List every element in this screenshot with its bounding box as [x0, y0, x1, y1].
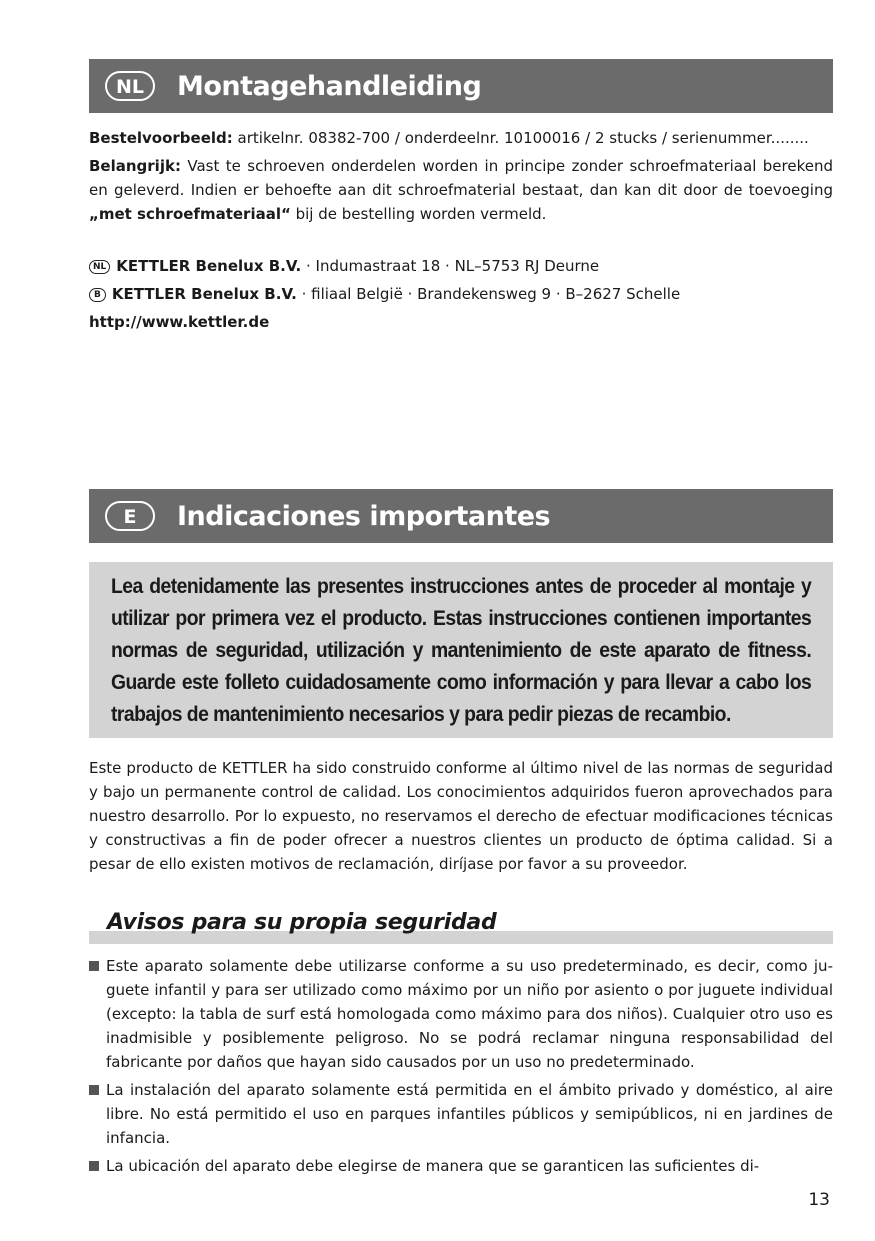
page-number: 13 [808, 1190, 830, 1210]
list-item: La ubicación del aparato debe elegirse de manera que se garanticen las suficientes di- [89, 1154, 833, 1178]
nl-country-icon: NL [89, 260, 110, 274]
order-example-text: artikelnr. 08382-700 / onderdeelnr. 10100016 / 2 stucks / serienummer........ [232, 129, 809, 147]
address-nl-company: KETTLER Benelux B.V. [116, 257, 302, 275]
important-callout-box [89, 562, 833, 738]
order-example [89, 126, 833, 150]
address-b-text: · filiaal België · Brandekensweg 9 · B–2627 Schelle [296, 285, 681, 303]
bullet-square-icon [89, 1161, 99, 1171]
address-nl [89, 252, 833, 280]
important-note [89, 154, 833, 226]
safety-subheading-text: Avisos para su propia seguridad [107, 910, 497, 935]
b-country-icon: B [89, 288, 106, 302]
es-section-header [89, 489, 833, 543]
nl-section-header [89, 59, 833, 113]
bullet-square-icon [89, 1085, 99, 1095]
nl-section-title: Montagehandleiding [177, 70, 482, 102]
callout-text: Lea detenidamente las presentes instrucciones antes de proceder al montaje y utilizar por primera vez el producto. Estas instrucciones contienen importantes normas de seguridad, utilización y mantenimiento de este aparato de fitness. Guarde este folleto cuidadosamente como información y para llevar a cabo los trabajos de mantenimiento necesarios y para pedir piezas de recambio. [111, 574, 812, 726]
address-b [89, 280, 833, 308]
address-b-company: KETTLER Benelux B.V. [111, 285, 297, 303]
safety-list [89, 954, 833, 1178]
es-intro [89, 756, 833, 876]
safety-list-container [89, 954, 833, 1182]
nl-section-body [89, 126, 833, 336]
es-section-title: Indicaciones importantes [177, 500, 551, 532]
order-example-label: Bestelvoorbeeld: [89, 129, 233, 147]
website-link[interactable]: http://www.kettler.de [89, 313, 270, 331]
list-item: La instalación del aparato solamente está permitida en el ámbito privado y doméstico, al aire libre. No está permitido el uso en parques infantiles públicos y semipúblicos, ni en jardines de infancia. [89, 1078, 833, 1150]
address-nl-text: · Indumastraat 18 · NL–5753 RJ Deurne [301, 257, 600, 275]
safety-subheading [89, 910, 833, 946]
important-text-2: bij de bestelling worden vermeld. [290, 205, 547, 223]
list-item: Este aparato solamente debe utilizarse conforme a su uso predeterminado, es decir, como juguete infantil y para ser utilizado como máximo por un niño por asiento o por juguete individual (excepto: la tabla de surf está homologada como máximo para dos niños). Cualquier otro uso es inadmisible y posiblemente peligroso. No se podrá reclamar ninguna responsabilidad del fabricante por daños que hayan sido causados por un uso no predeterminado. [89, 954, 833, 1074]
important-bold-phrase: „met schroefmateriaal“ [89, 205, 291, 223]
nl-language-badge: NL [105, 71, 155, 101]
bullet-square-icon [89, 961, 99, 971]
intro-paragraph: Este producto de KETTLER ha sido construido conforme al último nivel de las normas de seguridad y bajo un permanente control de calidad. Los conocimientos adquiridos fueron aprovechados para nuestro desarrollo. Por lo expuesto, no reservamos el derecho de efectuar modificaciones técnicas y constructivas a fin de poder ofrecer a nuestros clientes un producto de óptima calidad. Si a pesar de ello existen motivos de reclamación, diríjase por favor a su proveedor. [89, 759, 833, 873]
important-label: Belangrijk: [89, 157, 181, 175]
important-text-1: Vast te schroeven onderdelen worden in principe zonder schroefmateriaal berekend en geleverd. Indien er behoefte aan dit schroefmaterial bestaat, dan kan dit door de toevoeging [89, 157, 833, 199]
es-language-badge: E [105, 501, 155, 531]
